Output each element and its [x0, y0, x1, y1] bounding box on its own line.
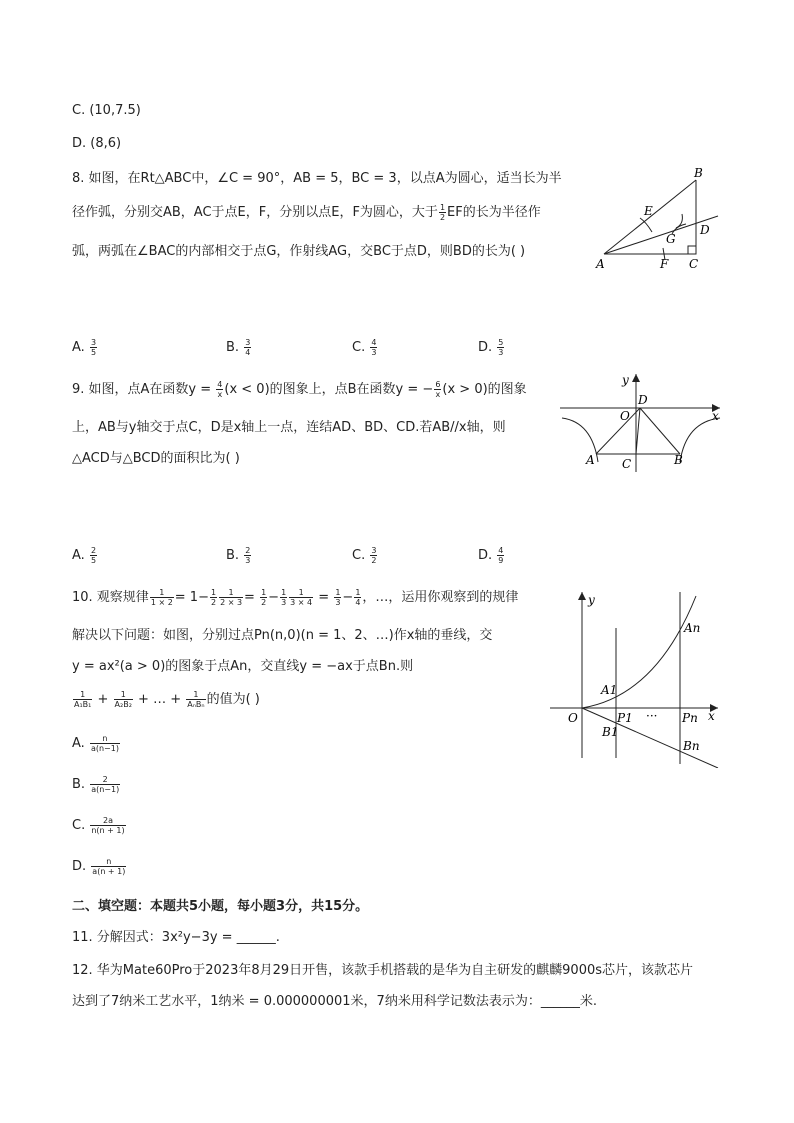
q10-frac-quarter: [354, 588, 361, 607]
segment-cd: [636, 408, 640, 454]
label-b: B: [694, 166, 703, 180]
y-axis-arrow: [578, 592, 586, 600]
segment-ad: [596, 408, 640, 454]
label-bn: Bn: [683, 739, 700, 753]
q8-line2b: EF的长为半径作: [447, 205, 541, 220]
option-fraction: [90, 338, 97, 357]
label-c: C: [689, 257, 699, 271]
q9-hyperbola-figure: [556, 370, 726, 474]
q10-line1a: 10. 观察规律: [72, 590, 149, 605]
q9-line1: [72, 378, 527, 399]
frac-num: 1: [355, 588, 361, 597]
q10-frac-third: [280, 588, 287, 607]
option-fraction: [91, 857, 126, 876]
frac-den: x: [217, 390, 223, 399]
q10-parabola-figure: [546, 588, 724, 768]
option-fraction: [370, 338, 377, 357]
frac-num: 1: [289, 588, 313, 598]
q10-line3: y = ax²(a > 0)的图象于点An，交直线y = −ax于点Bn.则: [72, 659, 414, 674]
option-label: A.: [72, 736, 85, 751]
label-c: C: [622, 457, 632, 471]
q9-line1c: (x > 0)的图象: [442, 382, 527, 397]
q8-fraction: [439, 203, 446, 222]
q10-line1b: = 1−: [174, 590, 209, 605]
frac-den: a(n−1): [91, 785, 120, 794]
option-label: D.: [72, 859, 87, 874]
label-f: F: [660, 257, 669, 271]
label-y: y: [588, 593, 595, 607]
q9-line3: △ACD与△BCD的面积比为( ): [72, 451, 240, 466]
q10-frac-3x4: [289, 588, 313, 607]
label-x: x: [712, 409, 719, 423]
q8-line2: [72, 201, 541, 222]
frac-den: 3: [498, 348, 504, 357]
q11-text: 11. 分解因式：3x²y−3y = ______.: [72, 930, 280, 945]
label-e: E: [644, 204, 653, 218]
option-fraction: [497, 546, 504, 565]
frac-num: 4: [371, 338, 377, 347]
label-d: D: [638, 393, 648, 407]
frac-num: n: [91, 857, 126, 867]
frac-num: 1: [186, 690, 205, 700]
label-pn: Pn: [682, 711, 698, 725]
option-label: B.: [226, 548, 240, 563]
q8-option-d: [478, 338, 505, 357]
q10-line4: $\frac{1}{\text{A₁B₁}}$ + $\frac{1}{\text{A₂B₂}}$ + … + $\frac{1}{\text{AₙBₙ}}$ 的值为( ): [74, 690, 260, 709]
option-fraction: [90, 546, 97, 565]
label-p1: P1: [617, 711, 633, 725]
q9-frac2: [434, 380, 441, 399]
q9-line1a: 9. 如图，点A在函数y =: [72, 382, 216, 397]
frac-den: 3: [371, 348, 377, 357]
option-fraction: [497, 338, 504, 357]
q10-frac-third-b: [334, 588, 341, 607]
option-label: C.: [352, 548, 366, 563]
q10-frac-half-b: [260, 588, 267, 607]
option-fraction: [90, 816, 125, 835]
option-label: A.: [72, 340, 85, 355]
frac-den: n(n + 1): [91, 826, 125, 835]
frac-den: A₁B₁: [74, 700, 92, 709]
frac-den: AₙBₙ: [187, 700, 205, 709]
option-label: D.: [478, 548, 493, 563]
label-dots: ···: [646, 709, 658, 723]
label-a1: A1: [601, 683, 618, 697]
parabola: [582, 596, 696, 708]
q8-option-a: [72, 338, 98, 357]
frac-den: 2: [210, 598, 217, 607]
label-x: x: [708, 709, 715, 723]
q9-frac1: [216, 380, 223, 399]
label-g: G: [666, 232, 676, 246]
q8-line3: 弧，两弧在∠BAC的内部相交于点G，作射线AG，交BC于点D，则BD的长为( ): [72, 244, 526, 259]
q9-option-a: [72, 546, 98, 565]
option-fraction: [370, 546, 377, 565]
frac-num: 1: [114, 690, 133, 700]
option-fraction: [244, 546, 251, 565]
frac-den: 5: [90, 556, 97, 565]
label-b1: B1: [602, 725, 619, 739]
frac-num: n: [90, 734, 120, 744]
label-o: O: [620, 409, 630, 423]
option-label: D.: [478, 340, 493, 355]
option-fraction: [90, 734, 120, 753]
label-an: An: [684, 621, 701, 635]
q8-option-b: [226, 338, 252, 357]
q9-option-c: [352, 546, 378, 565]
q10-option-b: [72, 775, 121, 794]
frac-num: 2: [90, 546, 97, 555]
frac-num: 5: [498, 338, 504, 347]
q10-option-a: [72, 734, 121, 753]
frac-den: 3 × 4: [290, 598, 313, 607]
frac-num: 1: [150, 588, 174, 598]
option-label: B.: [226, 340, 240, 355]
option-label: A.: [72, 548, 85, 563]
q10-line1c: =: [244, 590, 260, 605]
q8-line2a: 径作弧，分别交AB，AC于点E，F，分别以点E，F为圆心，大于: [72, 205, 438, 220]
frac-num: 4: [498, 546, 504, 555]
option-label: C.: [72, 818, 86, 833]
q12-line1: 12. 华为Mate60Pro于2023年8月29日开售，该款手机搭载的是华为自主研发的麒麟9000s芯片，该款芯片: [72, 963, 694, 978]
q10-sum-term2: [114, 690, 133, 709]
q10-frac-1x2: [150, 588, 174, 607]
frac-den: 4: [245, 348, 251, 357]
frac-num: 1: [210, 588, 217, 597]
label-o: O: [568, 711, 578, 725]
q9-line2: 上，AB与y轴交于点C，D是x轴上一点，连结AD、BD、CD.若AB//x轴，则: [72, 420, 506, 435]
q10-line1: 10. 观察规律 $\frac{1}{1 \times 2}$ = 1− $\frac{1}{2}$ $\frac{1}{2 \times 3}$ = $\frac{1}{2}$ − $\frac{1}{3}$ $\frac{1}{3 \times 4}$ = $\frac{1}{3}$ − $\frac{1}{4}$ ，…，运用你观察到的规律: [72, 588, 519, 607]
q8-frac-den: 2: [439, 213, 446, 222]
q8-option-c: [352, 338, 378, 357]
frac-den: A₂B₂: [114, 700, 132, 709]
frac-den: 9: [498, 556, 504, 565]
label-d: D: [700, 223, 710, 237]
q10-sum-term1: [73, 690, 92, 709]
q8-line1: 8. 如图，在Rt△ABC中，∠C = 90°，AB = 5，BC = 3，以点A为圆心，适当长为半: [72, 171, 562, 186]
frac-den: a(n−1): [90, 744, 119, 753]
option-label: C.: [352, 340, 366, 355]
option-fraction: [90, 775, 120, 794]
right-angle-mark: [688, 246, 696, 254]
frac-num: 6: [435, 380, 441, 389]
frac-den: 1 × 2: [150, 598, 173, 607]
frac-num: 3: [245, 338, 251, 347]
frac-num: 3: [371, 546, 377, 555]
frac-den: 3: [281, 598, 287, 607]
q10-line4-text: 的值为( ): [206, 692, 260, 707]
frac-num: 1: [219, 588, 243, 598]
q8-triangle-figure: [590, 162, 730, 272]
y-axis-arrow: [632, 374, 640, 382]
q9-option-b: [226, 546, 252, 565]
q9-option-d: [478, 546, 505, 565]
frac-den: 2: [261, 598, 267, 607]
curve-right: [680, 418, 720, 462]
frac-num: 2: [90, 775, 120, 785]
q10-option-c: [72, 816, 127, 835]
frac-den: 2 × 3: [220, 598, 243, 607]
label-b: B: [674, 453, 683, 467]
q10-line1d: ，…，运用你观察到的规律: [362, 590, 519, 605]
q10-frac-half: [210, 588, 217, 607]
option-fraction: [244, 338, 251, 357]
section-heading-fill-in: 二、填空题：本题共5小题，每小题3分，共15分。: [72, 899, 369, 914]
frac-num: 1: [335, 588, 341, 597]
frac-num: 1: [281, 588, 287, 597]
label-a: A: [596, 257, 605, 271]
q9-line1b: (x < 0)的图象上，点B在函数y = −: [224, 382, 434, 397]
frac-den: 3: [335, 598, 341, 607]
frac-num: 4: [217, 380, 223, 389]
q10-sum-termn: [186, 690, 205, 709]
q8-frac-num: 1: [439, 203, 446, 212]
label-y: y: [622, 373, 629, 387]
frac-den: x: [435, 390, 441, 399]
frac-num: 1: [73, 690, 92, 700]
segment-bd: [640, 408, 680, 454]
frac-den: 3: [245, 556, 251, 565]
label-a: A: [586, 453, 595, 467]
q10-frac-2x3: [219, 588, 243, 607]
frac-num: 2a: [90, 816, 125, 826]
frac-den: a(n + 1): [92, 867, 126, 876]
q12-line2: 达到了7纳米工艺水平，1纳米 = 0.000000001米，7纳米用科学记数法表示为：______米.: [72, 994, 597, 1009]
option-label: B.: [72, 777, 86, 792]
frac-den: 4: [355, 598, 361, 607]
frac-num: 3: [90, 338, 97, 347]
q10-option-d: [72, 857, 127, 876]
frac-den: 5: [90, 348, 97, 357]
frac-num: 1: [261, 588, 267, 597]
option-c-prev: C. (10,7.5): [72, 103, 141, 118]
frac-den: 2: [371, 556, 377, 565]
option-d-prev: D. (8,6): [72, 136, 122, 151]
q10-line2: 解决以下问题：如图，分别过点Pn(n,0)(n = 1、2、…)作x轴的垂线，交: [72, 628, 493, 643]
frac-num: 2: [245, 546, 251, 555]
